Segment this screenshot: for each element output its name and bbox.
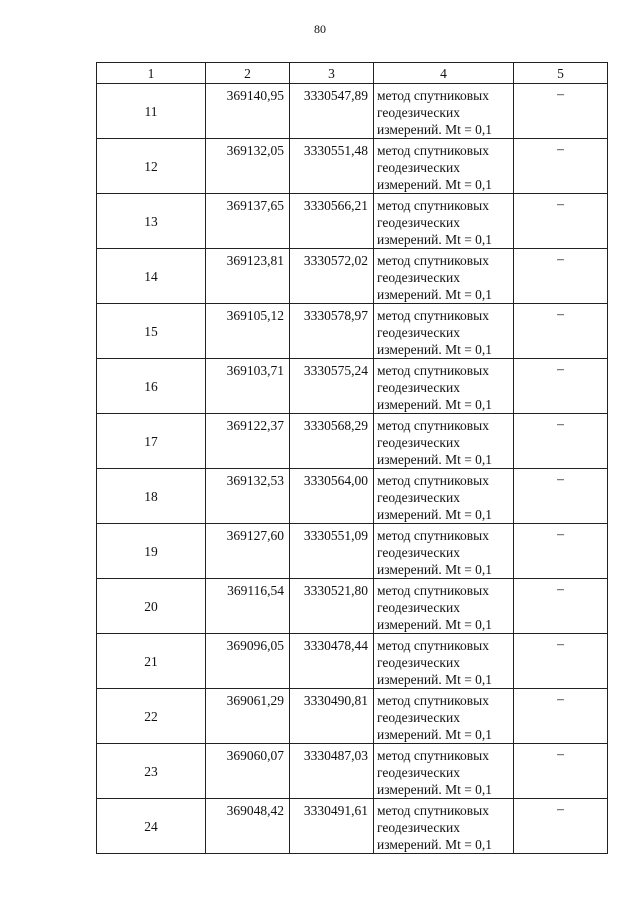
method-text-line: метод спутниковых [377, 583, 489, 598]
method-cell [374, 84, 514, 139]
note-cell: – [514, 84, 608, 139]
method-text-line: метод спутниковых [377, 638, 489, 653]
method-text-line: измерений. Mt = 0,1 [377, 397, 493, 412]
table-row [97, 799, 608, 854]
method-cell [374, 634, 514, 689]
method-cell [374, 469, 514, 524]
method-cell [374, 249, 514, 304]
x-coordinate-cell: 369137,65 [206, 194, 290, 249]
method-text-line: измерений. Mt = 0,1 [377, 507, 493, 522]
method-text-line: измерений. Mt = 0,1 [377, 452, 493, 467]
y-coordinate-cell: 3330566,21 [290, 194, 374, 249]
point-number-cell: 11 [97, 84, 206, 139]
table-row [97, 84, 608, 139]
method-text-line: измерений. Mt = 0,1 [377, 617, 493, 632]
method-text-line: измерений. Mt = 0,1 [377, 122, 493, 137]
method-text-line: метод спутниковых [377, 198, 489, 213]
method-text-line: измерений. Mt = 0,1 [377, 342, 493, 357]
method-text-line: измерений. Mt = 0,1 [377, 287, 493, 302]
table-row [97, 304, 608, 359]
method-cell [374, 744, 514, 799]
y-coordinate-cell: 3330568,29 [290, 414, 374, 469]
column-header-4: 4 [374, 63, 514, 84]
note-cell: – [514, 359, 608, 414]
y-coordinate-cell: 3330575,24 [290, 359, 374, 414]
method-text-line: метод спутниковых [377, 528, 489, 543]
point-number-cell: 23 [97, 744, 206, 799]
column-header-3: 3 [290, 63, 374, 84]
method-text-line: метод спутниковых [377, 693, 489, 708]
y-coordinate-cell: 3330551,48 [290, 139, 374, 194]
x-coordinate-cell: 369132,05 [206, 139, 290, 194]
table-row [97, 469, 608, 524]
method-text-line: геодезических [377, 545, 460, 560]
table-row [97, 194, 608, 249]
method-cell [374, 304, 514, 359]
table-row [97, 744, 608, 799]
x-coordinate-cell: 369127,60 [206, 524, 290, 579]
note-cell: – [514, 249, 608, 304]
table-row [97, 414, 608, 469]
y-coordinate-cell: 3330478,44 [290, 634, 374, 689]
note-cell: – [514, 414, 608, 469]
note-cell: – [514, 524, 608, 579]
x-coordinate-cell: 369123,81 [206, 249, 290, 304]
method-cell [374, 799, 514, 854]
y-coordinate-cell: 3330491,61 [290, 799, 374, 854]
y-coordinate-cell: 3330564,00 [290, 469, 374, 524]
y-coordinate-cell: 3330572,02 [290, 249, 374, 304]
x-coordinate-cell: 369105,12 [206, 304, 290, 359]
method-text-line: геодезических [377, 710, 460, 725]
method-text-line: геодезических [377, 160, 460, 175]
note-cell: – [514, 194, 608, 249]
table-row [97, 524, 608, 579]
table-body [97, 84, 608, 854]
point-number-cell: 19 [97, 524, 206, 579]
note-cell: – [514, 304, 608, 359]
point-number-cell: 12 [97, 139, 206, 194]
table-row [97, 359, 608, 414]
method-text-line: измерений. Mt = 0,1 [377, 177, 493, 192]
method-text-line: геодезических [377, 215, 460, 230]
method-text-line: геодезических [377, 765, 460, 780]
point-number-cell: 22 [97, 689, 206, 744]
point-number-cell: 24 [97, 799, 206, 854]
table-header-row [97, 63, 608, 84]
method-text-line: геодезических [377, 270, 460, 285]
y-coordinate-cell: 3330490,81 [290, 689, 374, 744]
note-cell: – [514, 744, 608, 799]
method-text-line: метод спутниковых [377, 253, 489, 268]
method-text-line: измерений. Mt = 0,1 [377, 727, 493, 742]
method-text-line: метод спутниковых [377, 748, 489, 763]
table-row [97, 249, 608, 304]
y-coordinate-cell: 3330547,89 [290, 84, 374, 139]
method-text-line: метод спутниковых [377, 143, 489, 158]
method-text-line: измерений. Mt = 0,1 [377, 837, 493, 852]
point-number-cell: 18 [97, 469, 206, 524]
x-coordinate-cell: 369103,71 [206, 359, 290, 414]
method-text-line: геодезических [377, 380, 460, 395]
x-coordinate-cell: 369116,54 [206, 579, 290, 634]
column-header-5: 5 [514, 63, 608, 84]
coordinates-table [96, 62, 608, 854]
note-cell: – [514, 579, 608, 634]
note-cell: – [514, 689, 608, 744]
y-coordinate-cell: 3330487,03 [290, 744, 374, 799]
column-header-2: 2 [206, 63, 290, 84]
point-number-cell: 21 [97, 634, 206, 689]
method-text-line: метод спутниковых [377, 473, 489, 488]
x-coordinate-cell: 369140,95 [206, 84, 290, 139]
note-cell: – [514, 139, 608, 194]
note-cell: – [514, 799, 608, 854]
method-cell [374, 359, 514, 414]
point-number-cell: 13 [97, 194, 206, 249]
table-row [97, 634, 608, 689]
point-number-cell: 17 [97, 414, 206, 469]
method-cell [374, 689, 514, 744]
method-text-line: измерений. Mt = 0,1 [377, 672, 493, 687]
method-text-line: метод спутниковых [377, 308, 489, 323]
method-text-line: метод спутниковых [377, 418, 489, 433]
method-cell [374, 139, 514, 194]
x-coordinate-cell: 369096,05 [206, 634, 290, 689]
y-coordinate-cell: 3330521,80 [290, 579, 374, 634]
method-text-line: метод спутниковых [377, 88, 489, 103]
column-header-1: 1 [97, 63, 206, 84]
point-number-cell: 15 [97, 304, 206, 359]
x-coordinate-cell: 369060,07 [206, 744, 290, 799]
note-cell: – [514, 634, 608, 689]
method-text-line: измерений. Mt = 0,1 [377, 562, 493, 577]
method-text-line: измерений. Mt = 0,1 [377, 782, 493, 797]
page-number: 80 [314, 22, 326, 36]
table-row [97, 579, 608, 634]
method-text-line: геодезических [377, 600, 460, 615]
y-coordinate-cell: 3330551,09 [290, 524, 374, 579]
method-cell [374, 524, 514, 579]
x-coordinate-cell: 369061,29 [206, 689, 290, 744]
point-number-cell: 20 [97, 579, 206, 634]
method-text-line: геодезических [377, 655, 460, 670]
method-text-line: метод спутниковых [377, 363, 489, 378]
method-text-line: геодезических [377, 325, 460, 340]
point-number-cell: 14 [97, 249, 206, 304]
method-text-line: геодезических [377, 105, 460, 120]
x-coordinate-cell: 369132,53 [206, 469, 290, 524]
method-cell [374, 194, 514, 249]
method-text-line: измерений. Mt = 0,1 [377, 232, 493, 247]
table-row [97, 689, 608, 744]
x-coordinate-cell: 369122,37 [206, 414, 290, 469]
point-number-cell: 16 [97, 359, 206, 414]
method-cell [374, 579, 514, 634]
method-text-line: метод спутниковых [377, 803, 489, 818]
note-cell: – [514, 469, 608, 524]
method-text-line: геодезических [377, 490, 460, 505]
method-cell [374, 414, 514, 469]
x-coordinate-cell: 369048,42 [206, 799, 290, 854]
y-coordinate-cell: 3330578,97 [290, 304, 374, 359]
table-row [97, 139, 608, 194]
method-text-line: геодезических [377, 820, 460, 835]
method-text-line: геодезических [377, 435, 460, 450]
